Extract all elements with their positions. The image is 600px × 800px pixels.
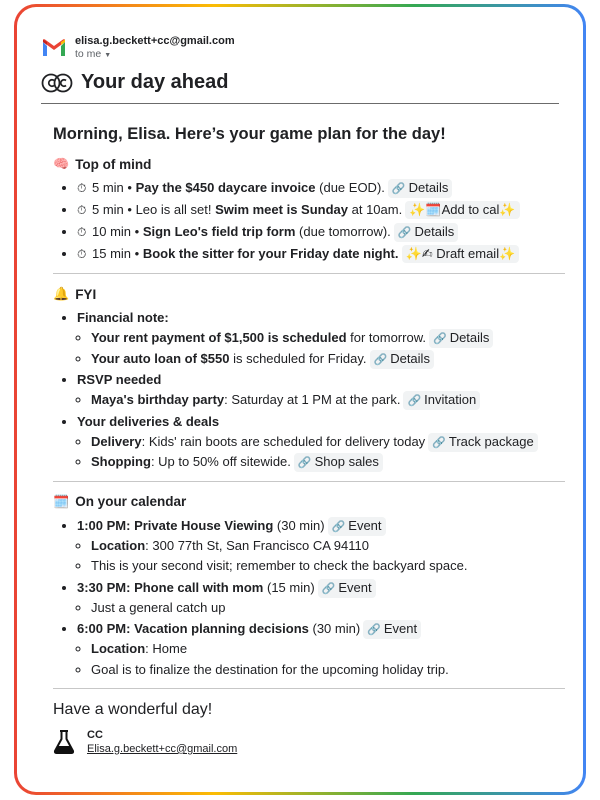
item-time: 10 min • [92, 224, 140, 239]
title-row [41, 71, 228, 94]
list-item [91, 328, 561, 349]
page-title: Your day ahead [81, 71, 229, 93]
list-item [91, 349, 561, 370]
list-item [91, 390, 561, 411]
details-button[interactable] [394, 223, 458, 242]
detail-label: Location [91, 537, 146, 553]
chip-label: Event [383, 621, 418, 636]
list-item [77, 411, 561, 473]
chip-label: Details [408, 180, 449, 195]
event-duration: (30 min) [308, 621, 361, 636]
section-divider [53, 688, 565, 689]
recipient-label: to me [75, 48, 102, 60]
item-title: Shopping [91, 454, 151, 469]
item-time: 5 min • Leo is all set! [92, 202, 212, 217]
recipient-toggle[interactable] [75, 48, 235, 62]
sparkle-icon: ✨ [409, 202, 426, 217]
cc-logo-icon [41, 73, 73, 93]
section-fyi [53, 286, 561, 302]
list-item [91, 536, 561, 557]
group-label: Your deliveries & deals [77, 413, 220, 429]
writing-hand-icon: ✍ [421, 246, 433, 261]
section-heading: FYI [75, 286, 97, 302]
link-icon: 🔗 [321, 582, 336, 595]
gmail-icon [41, 38, 67, 58]
list-item [91, 556, 561, 577]
closing-text: Have a wonderful day! [53, 701, 213, 718]
stopwatch-icon: ⏱ [77, 247, 87, 261]
chip-label: Shop sales [314, 454, 379, 469]
item-title: Swim meet is Sunday [215, 202, 348, 217]
invitation-button[interactable] [403, 391, 480, 410]
section-divider [53, 481, 565, 482]
signature-email-link[interactable]: Elisa.g.beckett+cc@gmail.com [87, 743, 238, 755]
sub-list [77, 536, 561, 577]
calendar-icon: 🗓️ [53, 493, 70, 509]
chip-label: Track package [448, 433, 534, 449]
detail-text: This is your second visit; remember to check the backyard space. [91, 558, 468, 573]
list-item [91, 639, 561, 660]
link-icon: 🔗 [367, 624, 381, 636]
item-note: : Kids' rain boots are scheduled for delivery today [141, 433, 426, 449]
signature [53, 729, 561, 756]
chip-label: Add to cal [441, 202, 500, 217]
chip-label: Event [338, 579, 372, 595]
event-button[interactable] [318, 579, 376, 598]
stopwatch-icon: ⏱ [77, 181, 87, 195]
calendar-event [77, 577, 561, 619]
chip-label: Details [390, 350, 430, 366]
link-icon: 🔗 [331, 520, 346, 533]
link-icon: 🔗 [297, 457, 312, 469]
list-item [77, 177, 561, 199]
event-title: 1:00 PM: Private House Viewing [77, 517, 274, 533]
list-item [77, 243, 561, 265]
event-duration: (30 min) [273, 517, 325, 533]
event-button[interactable] [328, 517, 386, 536]
chip-label: Event [348, 517, 382, 533]
item-note: : Up to 50% off sitewide. [150, 454, 291, 469]
email-header [41, 35, 235, 62]
brain-icon: 🧠 [53, 156, 70, 171]
section-heading: On your calendar [75, 494, 187, 509]
event-title: 6:00 PM: Vacation planning decisions [77, 621, 309, 636]
event-duration: (15 min) [263, 579, 315, 595]
detail-text: : Home [145, 641, 188, 656]
details-button[interactable] [370, 350, 434, 369]
stopwatch-icon: ⏱ [77, 225, 87, 239]
sub-list [77, 598, 561, 619]
sub-list [77, 639, 561, 680]
item-title: Your auto loan of $550 [91, 350, 230, 366]
chip-label: Details [414, 224, 455, 239]
bell-icon: 🔔 [53, 286, 70, 301]
item-note: for tomorrow. [346, 330, 426, 345]
sub-list [77, 432, 561, 473]
list-item [77, 221, 561, 243]
item-time: 5 min • [92, 180, 132, 195]
detail-text: Just a general catch up [91, 599, 226, 615]
sender-email[interactable]: elisa.g.beckett+cc@gmail.com [75, 35, 235, 47]
list-item [91, 660, 561, 681]
email-card-frame [14, 4, 586, 795]
list-item [91, 452, 561, 473]
add-to-calendar-button[interactable] [405, 201, 519, 219]
detail-text: Goal is to finalize the destination for the upcoming holiday trip. [91, 661, 449, 677]
section-calendar [53, 494, 561, 510]
event-button[interactable] [363, 620, 421, 639]
section-heading: Top of mind [75, 156, 152, 172]
link-icon: 🔗 [397, 227, 412, 239]
calendar-list [53, 515, 561, 681]
sparkle-icon: ✨ [499, 246, 516, 261]
list-item [91, 598, 561, 619]
email-card [17, 7, 583, 792]
list-item [91, 432, 561, 453]
greeting: Morning, Elisa. Here’s your game plan for the day! [53, 125, 446, 143]
group-label: RSVP needed [77, 372, 162, 387]
item-title: Sign Leo's field trip form [142, 224, 296, 239]
detail-label: Location [91, 641, 146, 656]
event-title: 3:30 PM: Phone call with mom [77, 579, 264, 595]
email-body [53, 125, 561, 756]
link-icon: 🔗 [391, 183, 406, 195]
detail-text: : 300 77th St, San Francisco CA 94110 [145, 537, 369, 553]
item-note: (due EOD). [315, 180, 385, 195]
stopwatch-icon: ⏱ [77, 203, 87, 217]
section-divider [53, 273, 565, 274]
chip-label: Invitation [424, 392, 477, 407]
fyi-list [53, 307, 561, 473]
top-of-mind-list [53, 177, 561, 265]
track-package-button[interactable] [428, 433, 537, 452]
section-top-of-mind [53, 156, 561, 172]
shop-sales-button[interactable] [294, 453, 383, 472]
draft-email-button[interactable] [402, 245, 520, 263]
calendar-icon: 🗓️ [425, 202, 442, 217]
link-icon: 🔗 [432, 436, 446, 449]
link-icon: 🔗 [432, 333, 447, 345]
item-title: Pay the $450 daycare invoice [135, 180, 316, 195]
item-note: : Saturday at 1 PM at the park. [224, 392, 401, 407]
group-label: Financial note: [77, 310, 169, 325]
link-icon: 🔗 [407, 395, 422, 407]
list-item [77, 199, 561, 221]
item-note: (due tomorrow). [295, 224, 391, 239]
item-note: is scheduled for Friday. [229, 350, 367, 366]
sub-list [77, 328, 561, 369]
signature-name: CC [87, 729, 103, 741]
list-item [77, 307, 561, 369]
title-divider [41, 103, 559, 104]
link-icon: 🔗 [373, 353, 388, 366]
item-title: Your rent payment of $1,500 is scheduled [91, 330, 347, 345]
sparkle-icon: ✨ [499, 202, 516, 217]
chip-label: Details [449, 330, 490, 345]
calendar-event [77, 515, 561, 577]
flask-icon [53, 729, 75, 755]
item-title: Book the sitter for your Friday date night. [142, 246, 399, 261]
details-button[interactable] [388, 179, 452, 198]
item-title: Delivery [91, 433, 142, 449]
item-note: at 10am. [348, 202, 403, 217]
item-time: 15 min • [92, 246, 140, 261]
sparkle-icon: ✨ [405, 246, 422, 261]
item-title: Maya's birthday party [91, 392, 225, 407]
calendar-event [77, 618, 561, 680]
details-button[interactable] [429, 329, 493, 348]
list-item [77, 369, 561, 411]
chip-label: Draft email [436, 246, 500, 261]
caret-down-icon: ▼ [104, 52, 112, 59]
sub-list [77, 390, 561, 411]
